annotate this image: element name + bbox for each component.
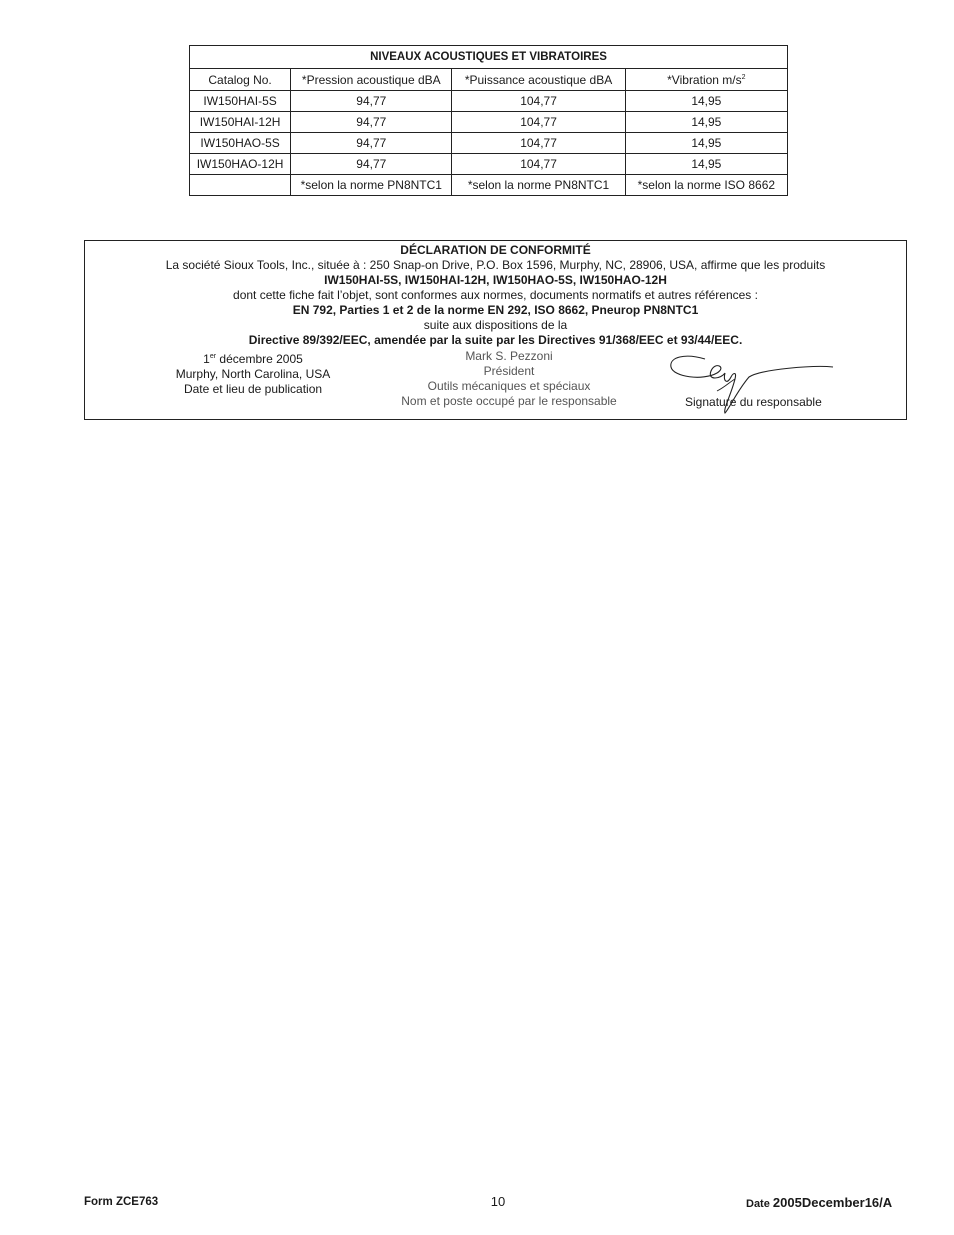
table-header-row bbox=[190, 69, 788, 91]
cell-vibration: 14,95 bbox=[625, 154, 787, 175]
publication-block bbox=[165, 349, 341, 397]
declaration-of-conformity bbox=[84, 240, 907, 420]
declaration-company-line: La société Sioux Tools, Inc., située à : 250 Snap-on Drive, P.O. Box 1596, Murphy, NC, 28906, USA, affirme que les produits bbox=[165, 258, 826, 272]
signer-title: Président bbox=[483, 364, 535, 378]
header-pression: *Pression acoustique dBA bbox=[291, 69, 452, 91]
cell-pression: 94,77 bbox=[291, 91, 452, 112]
signer-name: Mark S. Pezzoni bbox=[465, 349, 553, 363]
date-ordinal: er bbox=[209, 353, 217, 360]
note-vibration: *selon la norme ISO 8662 bbox=[625, 175, 787, 196]
cell-puissance: 104,77 bbox=[452, 154, 625, 175]
cell-vibration: 14,95 bbox=[625, 91, 787, 112]
table-row bbox=[190, 154, 788, 175]
table-title: NIVEAUX ACOUSTIQUES ET VIBRATOIRES bbox=[190, 46, 788, 69]
declaration-provisions-line: suite aux dispositions de la bbox=[423, 318, 568, 332]
date-value: 2005December16/A bbox=[772, 1195, 893, 1210]
signature-label: Signature du responsable bbox=[685, 395, 822, 409]
cell-vibration: 14,95 bbox=[625, 133, 787, 154]
declaration-products: IW150HAI-5S, IW150HAI-12H, IW150HAO-5S, IW150HAO-12H bbox=[324, 273, 667, 287]
page-number: 10 bbox=[490, 1194, 506, 1209]
date-rest: décembre 2005 bbox=[216, 352, 303, 366]
table-row bbox=[190, 112, 788, 133]
cell-catalog: IW150HAI-5S bbox=[190, 91, 291, 112]
publication-date bbox=[165, 349, 341, 367]
signer-block bbox=[389, 349, 629, 409]
table-row bbox=[190, 133, 788, 154]
header-vibration-text: *Vibration m/s bbox=[667, 72, 742, 87]
cell-vibration: 14,95 bbox=[625, 112, 787, 133]
header-catalog: Catalog No. bbox=[190, 69, 291, 91]
publication-place: Murphy, North Carolina, USA bbox=[175, 367, 331, 381]
header-vibration bbox=[625, 69, 787, 91]
cell-catalog: IW150HAO-5S bbox=[190, 133, 291, 154]
cell-pression: 94,77 bbox=[291, 133, 452, 154]
table-row bbox=[190, 91, 788, 112]
cell-catalog: IW150HAI-12H bbox=[190, 112, 291, 133]
signature-block bbox=[665, 351, 915, 417]
declaration-standards: EN 792, Parties 1 et 2 de la norme EN 292, ISO 8662, Pneurop PN8NTC1 bbox=[292, 303, 699, 317]
note-empty bbox=[190, 175, 291, 196]
table-notes-row bbox=[190, 175, 788, 196]
declaration-directive: Directive 89/392/EEC, amendée par la suite par les Directives 91/368/EEC et 93/44/EEC. bbox=[248, 333, 743, 347]
cell-pression: 94,77 bbox=[291, 112, 452, 133]
header-vibration-exponent: 2 bbox=[741, 73, 746, 81]
note-puissance: *selon la norme PN8NTC1 bbox=[452, 175, 625, 196]
cell-pression: 94,77 bbox=[291, 154, 452, 175]
form-number: Form ZCE763 bbox=[84, 1196, 159, 1208]
publication-label: Date et lieu de publication bbox=[183, 382, 323, 396]
date-day: 1 bbox=[203, 352, 210, 366]
cell-puissance: 104,77 bbox=[452, 133, 625, 154]
document-date bbox=[746, 1195, 892, 1210]
cell-catalog: IW150HAO-12H bbox=[190, 154, 291, 175]
declaration-title: DÉCLARATION DE CONFORMITÉ bbox=[400, 243, 591, 257]
signer-label: Nom et poste occupé par le responsable bbox=[401, 394, 617, 408]
declaration-conformity-line: dont cette fiche fait l’objet, sont conformes aux normes, documents normatifs et autres références : bbox=[233, 288, 758, 302]
cell-puissance: 104,77 bbox=[452, 112, 625, 133]
signer-department: Outils mécaniques et spéciaux bbox=[427, 379, 591, 393]
acoustic-levels-table bbox=[189, 45, 788, 196]
cell-puissance: 104,77 bbox=[452, 91, 625, 112]
declaration-body bbox=[85, 243, 906, 348]
header-puissance: *Puissance acoustique dBA bbox=[452, 69, 625, 91]
date-prefix: Date bbox=[746, 1198, 773, 1210]
note-pression: *selon la norme PN8NTC1 bbox=[291, 175, 452, 196]
